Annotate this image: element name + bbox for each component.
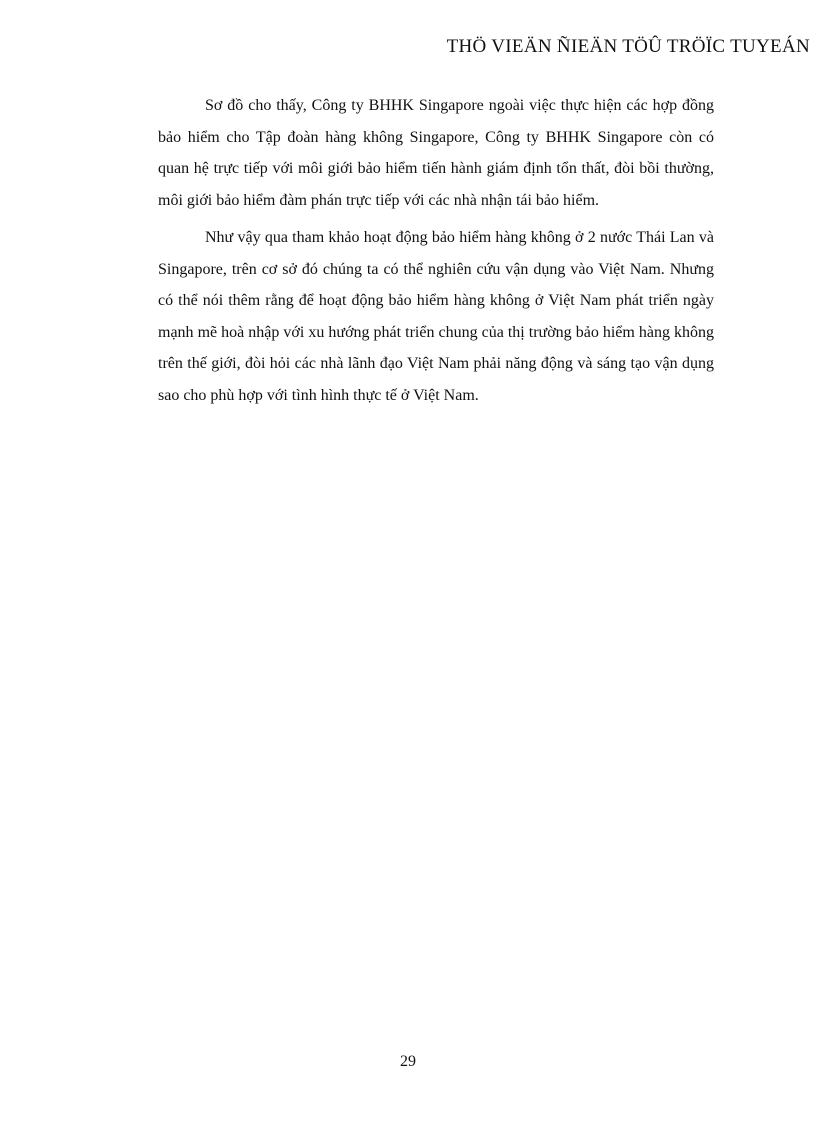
page-header-title: THÖ VIEÄN ÑIEÄN TÖÛ TRÖÏC TUYEÁN (446, 36, 810, 57)
paragraph-1: Sơ đồ cho thấy, Công ty BHHK Singapore ngoài việc thực hiện các hợp đồng bảo hiểm cho Tập đoàn hàng không Singapore, Công ty BHHK Singapore còn có quan hệ trực tiếp với môi giới bảo hiểm tiến hành giám định tổn thất, đòi bồi thường, môi giới bảo hiểm đàm phán trực tiếp với các nhà nhận tái bảo hiểm. (158, 97, 714, 209)
paragraph-2: Như vậy qua tham khảo hoạt động bảo hiểm hàng không ở 2 nước Thái Lan và Singapore, trên cơ sở đó chúng ta có thể nghiên cứu vận dụng vào Việt Nam. Nhưng có thể nói thêm rằng để hoạt động bảo hiểm hàng không ở Việt Nam phát triển ngày mạnh mẽ hoà nhập với xu hướng phát triển chung của thị trường bảo hiểm hàng không trên thế giới, đòi hỏi các nhà lãnh đạo Việt Nam phải năng động và sáng tạo vận dụng sao cho phù hợp với tình hình thực tế ở Việt Nam. (158, 229, 714, 404)
page-number: 29 (400, 1053, 416, 1070)
document-body (158, 90, 714, 417)
